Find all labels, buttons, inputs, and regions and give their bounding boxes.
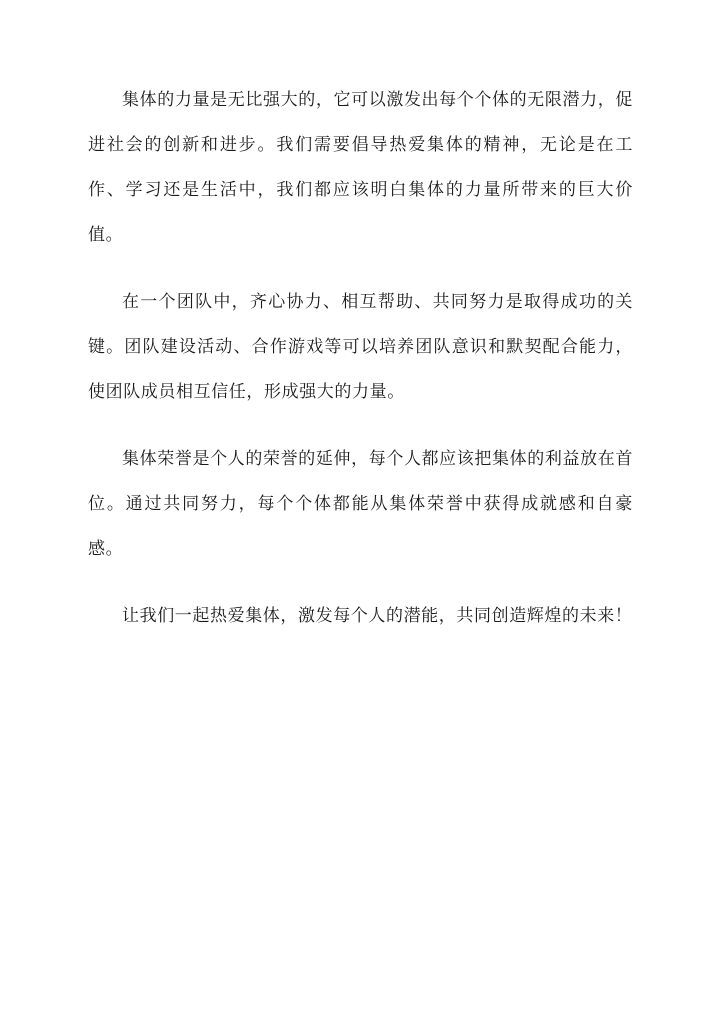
paragraph-2: 在一个团队中，齐心协力、相互帮助、共同努力是取得成功的关键。团队建设活动、合作游戏等可以培养团队意识和默契配合能力，使团队成员相互信任，形成强大的力量。 (88, 292, 633, 402)
paragraph-4: 让我们一起热爱集体，激发每个人的潜能，共同创造辉煌的未来！ (122, 606, 633, 626)
paragraph-3: 集体荣誉是个人的荣誉的延伸，每个人都应该把集体的利益放在首位。通过共同努力，每个个体都能从集体荣誉中获得成就感和自豪感。 (88, 449, 633, 559)
document-body (88, 78, 633, 661)
paragraph-1: 集体的力量是无比强大的，它可以激发出每个个体的无限潜力，促进社会的创新和进步。我们需要倡导热爱集体的精神，无论是在工作、学习还是生活中，我们都应该明白集体的力量所带来的巨大价值。 (88, 90, 633, 245)
